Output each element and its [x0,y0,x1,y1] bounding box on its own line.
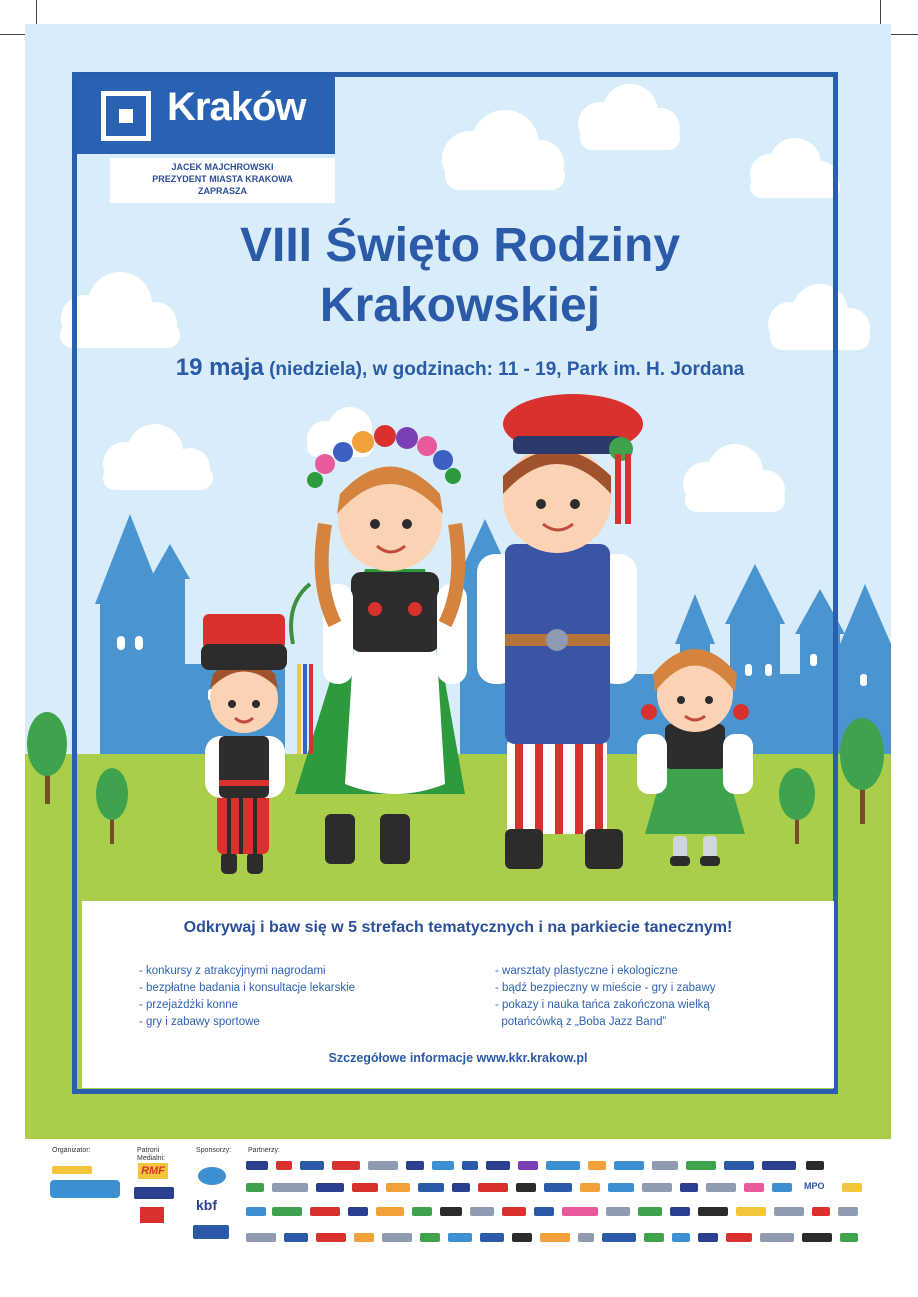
list-item: - warsztaty plastyczne i ekologiczne [495,965,678,977]
mayor-title: PREZYDENT MIASTA KRAKOWA [152,174,293,184]
list-item: - konkursy z atrakcyjnymi nagrodami [139,965,326,977]
mayor-invitation [110,158,335,203]
list-item: - bądź bezpieczny w mieście - gry i zabawy [495,982,716,994]
mpo-logo: MPO [804,1181,825,1191]
krakow-logo-text: Kraków [167,85,306,129]
event-date-rest: (niedziela), w godzinach: 11 - 19, Park im. H. Jordana [263,359,745,380]
sponsors-label: Sponsorzy: [196,1147,232,1154]
rmf-logo: RMF [138,1163,168,1179]
info-box [82,901,834,1088]
krakow-logo [77,77,335,154]
attractions-list-left [139,963,355,1031]
sponsor-logo-3 [193,1225,229,1239]
kbf-logo: kbf [196,1197,217,1213]
patron-label: Patroni Medialni: [137,1147,166,1162]
partner-logos-grid [246,1159,868,1259]
list-item: - przejażdżki konne [139,999,239,1011]
list-item: - bezpłatne badania i konsultacje lekarskie [139,982,356,994]
event-date-bold: 19 maja [175,354,264,381]
sponsors-footer [0,1139,918,1297]
mayor-name: JACEK MAJCHROWSKI [171,162,274,172]
krakow-logo-icon [101,91,151,141]
sponsor-logo-1 [198,1167,226,1185]
organizer-logo [50,1164,122,1210]
info-headline: Odkrywaj i baw się w 5 strefach tematycznych i na parkiecie tanecznym! [183,919,733,936]
event-title-line1: VIII Święto Rodziny [239,219,681,272]
event-title-line2: Krakowskiej [319,279,601,332]
list-item: - pokazy i nauka tańca zakończona wielką [495,999,710,1011]
list-item: - gry i zabawy sportowe [139,1016,260,1028]
organizer-label: Organizator: [52,1147,91,1154]
event-title [85,216,835,336]
partners-label: Partnerzy: [248,1147,280,1154]
crop-mark [890,34,918,35]
media-logo [140,1207,164,1223]
attractions-list-right [495,963,716,1031]
crop-mark [0,34,28,35]
tvp-logo [134,1187,174,1199]
list-item: potańcówką z „Boba Jazz Band” [495,1016,667,1028]
mayor-invites: ZAPRASZA [198,186,247,196]
details-link[interactable]: Szczegółowe informacje www.kkr.krakow.pl [328,1051,588,1065]
poster [25,24,891,1139]
event-date [85,354,835,382]
